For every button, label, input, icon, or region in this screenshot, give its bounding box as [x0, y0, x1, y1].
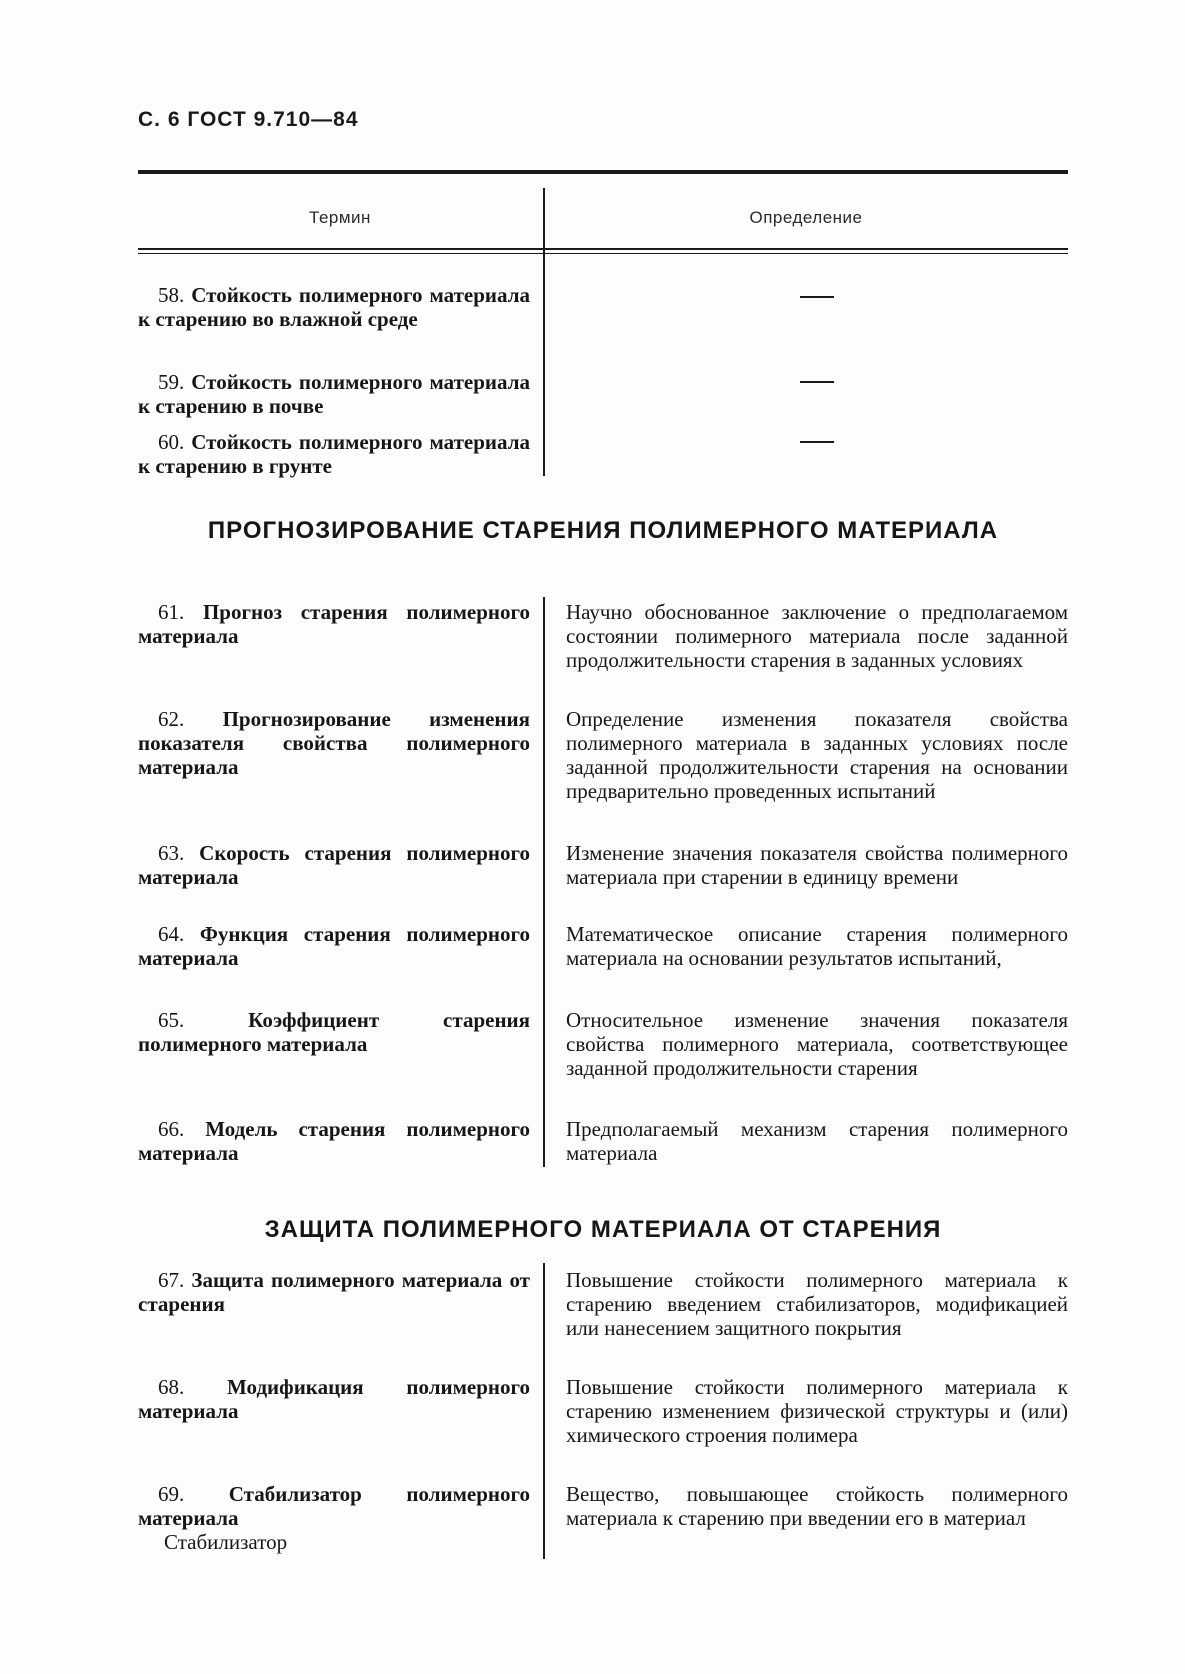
table-top-rule	[138, 170, 1068, 174]
definition-66: Предполагаемый механизм старения полимерного материала	[566, 1117, 1068, 1165]
term-68: 68. Модификация полимерного материала	[138, 1375, 530, 1423]
definition-61: Научно обоснованное заключение о предполагаемом состоянии полимерного материала после заданной продолжительности старения в заданных условиях	[566, 600, 1068, 672]
term-name: Стойкость полимерного материала к старению во влажной среде	[138, 283, 530, 331]
term-synonym: Стабилизатор	[164, 1530, 288, 1554]
term-name: Стойкость полимерного материала к старению в грунте	[138, 430, 530, 478]
term-58	[138, 283, 530, 331]
term-60	[138, 430, 530, 478]
definition-64: Математическое описание старения полимерного материала на основании результатов испытаний,	[566, 922, 1068, 970]
column-header-definition: Определение	[749, 208, 863, 227]
column-divider-header	[543, 188, 545, 476]
definition-dash-58	[800, 296, 834, 298]
term-65: 65. Коэффициент старения полимерного материала	[138, 1008, 530, 1056]
term-63: 63. Скорость старения полимерного материала	[138, 841, 530, 889]
definition-65: Относительное изменение значения показателя свойства полимерного материала, соответствующее заданной продолжительности старения	[566, 1008, 1068, 1080]
term-69: 69. Стабилизатор полимерного материала Стабилизатор	[138, 1482, 530, 1554]
term-number: 58.	[158, 283, 185, 307]
term-number: 59.	[158, 370, 185, 394]
page-header: С. 6 ГОСТ 9.710—84	[138, 108, 359, 131]
table-header-rule	[138, 248, 1068, 250]
section-title-forecasting: ПРОГНОЗИРОВАНИЕ СТАРЕНИЯ ПОЛИМЕРНОГО МАТЕРИАЛА	[207, 517, 999, 544]
term-66: 66. Модель старения полимерного материала	[138, 1117, 530, 1165]
definition-dash-60	[800, 441, 834, 443]
definition-62: Определение изменения показателя свойства полимерного материала в заданных условиях после заданной продолжительности старения на основании предварительно проведенных испытаний	[566, 707, 1068, 803]
term-64: 64. Функция старения полимерного материала	[138, 922, 530, 970]
term-62: 62. Прогнозирование изменения показателя свойства полимерного материала	[138, 707, 530, 779]
term-name: Стойкость полимерного материала к старению в почве	[138, 370, 530, 418]
definition-68: Повышение стойкости полимерного материала к старению изменением физической структуры и (или) химического строения полимера	[566, 1375, 1068, 1447]
definition-69: Вещество, повышающее стойкость полимерного материала к старению при введении его в материал	[566, 1482, 1068, 1530]
column-divider-section-2	[543, 1263, 545, 1559]
term-number: 60.	[158, 430, 185, 454]
column-header-term: Термин	[309, 208, 371, 227]
term-61: 61. Прогноз старения полимерного материала	[138, 600, 531, 648]
term-67: 67. Защита полимерного материала от старения	[138, 1268, 530, 1316]
term-59	[138, 370, 530, 418]
definition-63: Изменение значения показателя свойства полимерного материала при старении в единицу времени	[566, 841, 1068, 889]
table-header-rule-thin	[138, 253, 1068, 254]
section-title-protection: ЗАЩИТА ПОЛИМЕРНОГО МАТЕРИАЛА ОТ СТАРЕНИЯ	[264, 1216, 942, 1243]
definition-67: Повышение стойкости полимерного материала к старению введением стабилизаторов, модификацией или нанесением защитного покрытия	[566, 1268, 1068, 1340]
definition-dash-59	[800, 381, 834, 383]
column-divider-section-1	[543, 597, 545, 1167]
